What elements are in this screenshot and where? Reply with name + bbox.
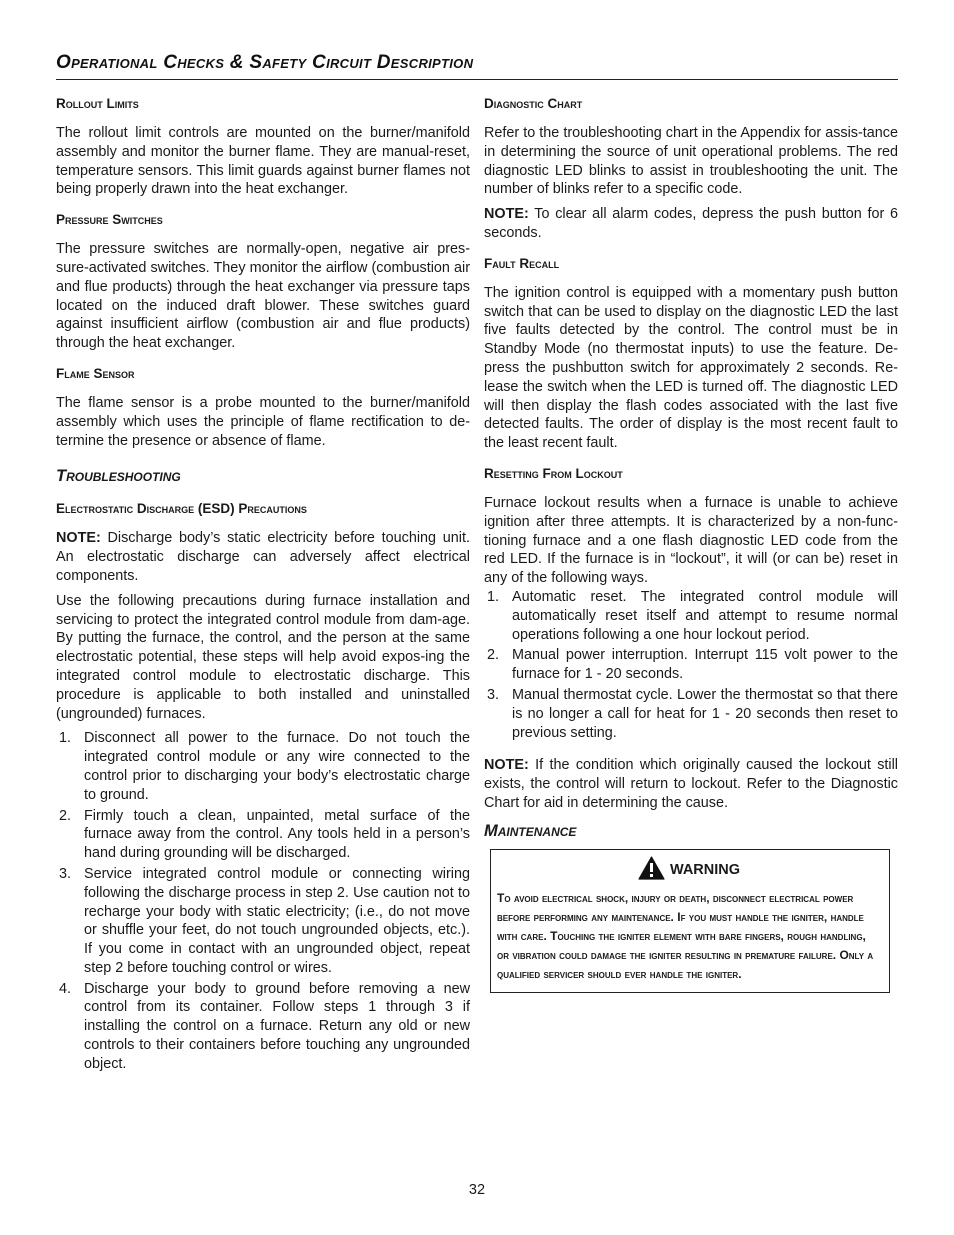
warning-header [497, 856, 881, 885]
list-item: 2. Manual power interruption. Interrupt 115 volt power to the furnace for 1 - 20 seconds. [487, 647, 898, 683]
esd-precautions-heading: Electrostatic Discharge (ESD) Precautions [56, 501, 307, 517]
fault-recall-heading: Fault Recall [484, 255, 560, 271]
esd-precautions-text: Use the following precautions during furnace installation and servicing to protect the integrated control module from dam-age. By putting the furnace, the control, and the person at the same electrostatic potential, these steps will help avoid expos-ing the integrated control module to electrostatic discharge. This procedure is applicable to both installed and uninstalled (ungrounded) furnaces. [56, 592, 470, 722]
flame-sensor-text: The flame sensor is a probe mounted to the burner/manifold assembly which uses the principle of flame rectification to de-termine the presence or absence of flame. [56, 394, 470, 449]
title-divider [56, 79, 898, 80]
resetting-lockout-text: Furnace lockout results when a furnace is unable to achieve ignition after three attempts. It is characterized by a non-func-tioning furnace and a one flash diagnostic LED code from the red LED. If the furnace is in “lockout”, it will (or can be) reset in any of the following ways. [484, 494, 898, 587]
warning-text: To avoid electrical shock, injury or death, disconnect electrical power before performing any maintenance. If you must handle the igniter, handle with care. Touching the igniter element with bare fingers, rough handling, or vibration could damage the igniter resulting in premature failure. Only a qualified servicer should ever handle the igniter. [497, 890, 874, 981]
lockout-steps-list [484, 588, 898, 742]
rollout-limits-text: The rollout limit controls are mounted on the burner/manifold assembly and monitor the burner flame. They are manual-reset, temperature sensors. This limit guards against burner flames not being properly drawn into the heat exchanger. [56, 125, 470, 198]
warning-box [490, 849, 890, 993]
list-item: 3. Manual thermostat cycle. Lower the thermostat so that there is no longer a call for heat for 1 - 20 seconds then reset to previous setting. [487, 686, 898, 741]
esd-steps-list [56, 729, 470, 1073]
page-number: 32 [468, 1182, 486, 1198]
rollout-limits-heading: Rollout Limits [56, 96, 139, 111]
pressure-switches-text: The pressure switches are normally-open, negative air pres-sure-activated switches. They monitor the airflow (combustion air and flue products) through the heat exchanger via pressure taps located on the induced draft blower. These switches guard against insufficient airflow (combustion air and flue products) through the heat exchanger. [56, 241, 470, 352]
left-column [56, 95, 470, 1078]
list-item: 4. Discharge your body to ground before removing a new control from its container. Follow steps 1 through 3 if installing the control on a furnace. Return any old or new controls to their containers before touching any ungrounded object. [59, 980, 470, 1072]
pressure-switches-heading: Pressure Switches [56, 212, 163, 228]
fault-recall-text: The ignition control is equipped with a momentary push button switch that can be used to display on the diagnostic LED the last five faults detected by the control. The control must be in Standby Mode (no thermostat inputs) to use the feature. De-press the pushbutton switch for approximately 2 seconds. Re-lease the switch when the LED is turned off. The diagnostic LED will then display the flash codes associated with the last five detected faults. The order of display is the most recent fault to the least recent fault. [484, 284, 898, 452]
lockout-note-label: NOTE: [484, 757, 529, 774]
diagnostic-chart-heading: Diagnostic Chart [484, 96, 583, 111]
maintenance-heading: Maintenance [484, 821, 577, 840]
esd-note-label: NOTE: [56, 530, 101, 547]
list-item: 3. Service integrated control module or connecting wiring following the discharge process in step 2. Use caution not to recharge your body with static electricity; (i.e., do not move or shuffle your feet, do not touch ungrounded objects, etc.). If you come in contact with an ungrounded object, repeat step 2 before touching control or wires. [59, 865, 470, 976]
page-title: Operational Checks & Safety Circuit Description [56, 52, 474, 73]
flame-sensor-heading: Flame Sensor [56, 365, 135, 381]
lockout-note [484, 756, 898, 812]
list-item: 2. Firmly touch a clean, unpainted, metal surface of the furnace away from the control. Any tools held in a person’s hand during grounding will be discharged. [59, 807, 470, 862]
diagnostic-note [484, 205, 898, 243]
esd-note-text: Discharge body’s static electricity before touching unit. An electrostatic discharge can adversely affect electrical components. [56, 530, 470, 584]
warning-triangle-icon [638, 856, 665, 885]
resetting-lockout-heading: Resetting From Lockout [484, 465, 623, 481]
troubleshooting-heading: Troubleshooting [56, 467, 181, 486]
list-item: 1. Automatic reset. The integrated control module will automatically reset itself and attempt to resume normal operations following a one hour lockout period. [487, 588, 898, 643]
diagnostic-note-text: To clear all alarm codes, depress the push button for 6 seconds. [484, 206, 898, 241]
right-column [484, 95, 898, 993]
diagnostic-chart-text: Refer to the troubleshooting chart in the Appendix for assis-tance in determining the source of unit operational problems. The red diagnostic LED blinks to assist in troubleshooting the unit. The number of blinks refer to a specific code. [484, 125, 898, 198]
diagnostic-note-label: NOTE: [484, 206, 529, 223]
lockout-note-text: If the condition which originally caused the lockout still exists, the control will return to lockout. Refer to the Diagnostic Chart for aid in determining the cause. [484, 757, 898, 811]
warning-label: WARNING [669, 862, 741, 879]
list-item: 1. Disconnect all power to the furnace. Do not touch the integrated control module or any wire connected to the control prior to discharging your body’s electrostatic charge to ground. [59, 730, 470, 803]
esd-note [56, 529, 470, 585]
